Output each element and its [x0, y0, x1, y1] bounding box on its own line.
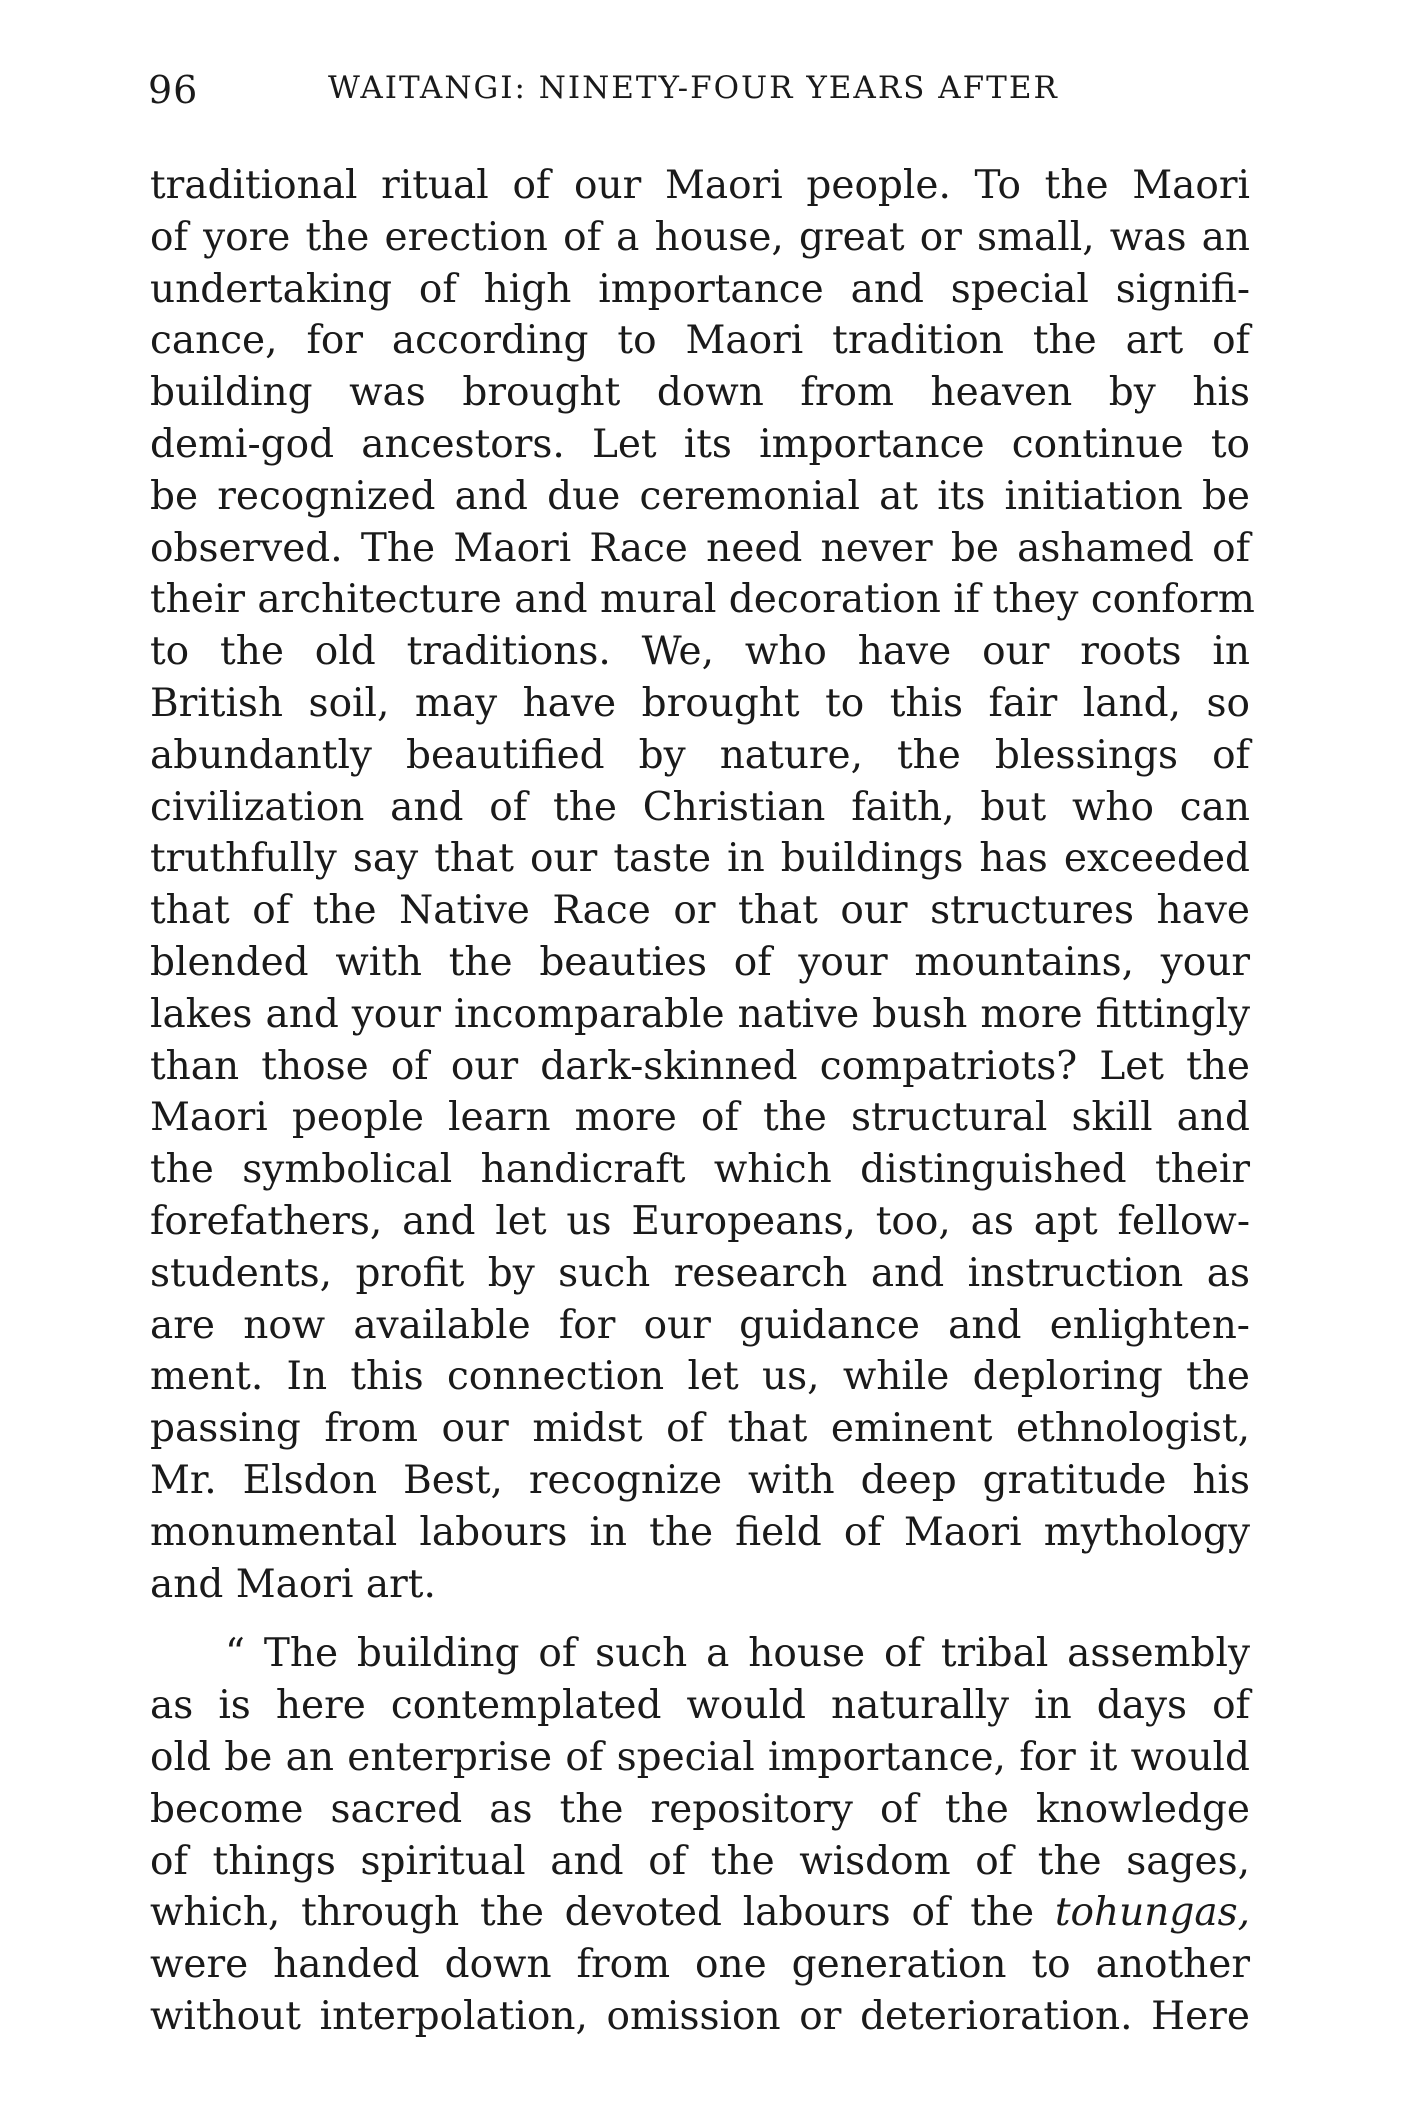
paragraph-1 — [150, 160, 1255, 1610]
text-line: lakes and your incomparable native bush more fittingly — [150, 991, 1250, 1037]
text-line: Mr. Elsdon Best, recognize with deep gratitude his — [150, 1457, 1250, 1503]
text-line: Maori people learn more of the structural skill and — [150, 1095, 1250, 1141]
text-line: and Maori art. — [150, 1561, 436, 1607]
text-line: monumental labours in the field of Maori mythology — [150, 1509, 1250, 1555]
text-line: British soil, may have brought to this fair land, so — [150, 680, 1250, 726]
text-line: building was brought down from heaven by his — [150, 370, 1250, 416]
text-line: were handed down from one generation to another — [150, 1942, 1250, 1988]
text-line: become sacred as the repository of the knowledge — [150, 1786, 1250, 1832]
text-line: to the old traditions. We, who have our roots in — [150, 629, 1250, 675]
paragraph-gap — [150, 1610, 1250, 1628]
text-line: that of the Native Race or that our structures have — [150, 888, 1250, 934]
body-text — [150, 160, 1255, 2043]
text-run: which, through the devoted labours of the — [150, 1890, 1055, 1936]
text-line: “ The building of such a house of tribal assembly — [225, 1631, 1250, 1677]
text-line: the symbolical handicraft which distinguished their — [150, 1147, 1250, 1193]
text-line: observed. The Maori Race need never be ashamed of — [150, 525, 1250, 571]
text-line: traditional ritual of our Maori people. To the Maori — [150, 163, 1250, 208]
text-line: forefathers, and let us Europeans, too, as apt fellow- — [150, 1198, 1250, 1244]
text-line: truthfully say that our taste in buildings has exceeded — [150, 836, 1250, 882]
text-line: old be an enterprise of special importance, for it would — [150, 1734, 1250, 1780]
italic-term: tohungas, — [1054, 1890, 1250, 1936]
text-line: than those of our dark-skinned compatriots? Let the — [150, 1043, 1250, 1089]
text-line: cance, for according to Maori tradition the art of — [150, 318, 1250, 364]
text-line: students, profit by such research and instruction as — [150, 1250, 1250, 1296]
text-line-with-italic — [150, 1887, 1250, 1939]
text-line: abundantly beautified by nature, the blessings of — [150, 732, 1250, 778]
text-line: be recognized and due ceremonial at its initiation be — [150, 473, 1250, 519]
text-line: undertaking of high importance and special signifi- — [150, 266, 1250, 312]
text-line: their architecture and mural decoration if they conform — [150, 577, 1255, 623]
text-line: of yore the erection of a house, great or small, was an — [150, 214, 1250, 260]
text-line: as is here contemplated would naturally in days of — [150, 1683, 1250, 1729]
text-line: passing from our midst of that eminent ethnologist, — [150, 1406, 1250, 1452]
text-line: blended with the beauties of your mountains, your — [150, 939, 1250, 985]
text-line: of things spiritual and of the wisdom of the sages, — [150, 1838, 1250, 1884]
text-line: civilization and of the Christian faith, but who can — [150, 784, 1250, 830]
text-line: demi-god ancestors. Let its importance continue to — [150, 421, 1250, 467]
text-line: are now available for our guidance and enlighten- — [150, 1302, 1250, 1348]
paragraph-2 — [150, 1628, 1250, 2042]
running-head: WAITANGI: NINETY-FOUR YEARS AFTER — [328, 70, 1059, 106]
page-number: 96 — [148, 68, 199, 112]
page-header — [148, 68, 1248, 118]
text-line: without interpolation, omission or deterioration. Here — [150, 1993, 1250, 2039]
text-line: ment. In this connection let us, while deploring the — [150, 1354, 1250, 1400]
